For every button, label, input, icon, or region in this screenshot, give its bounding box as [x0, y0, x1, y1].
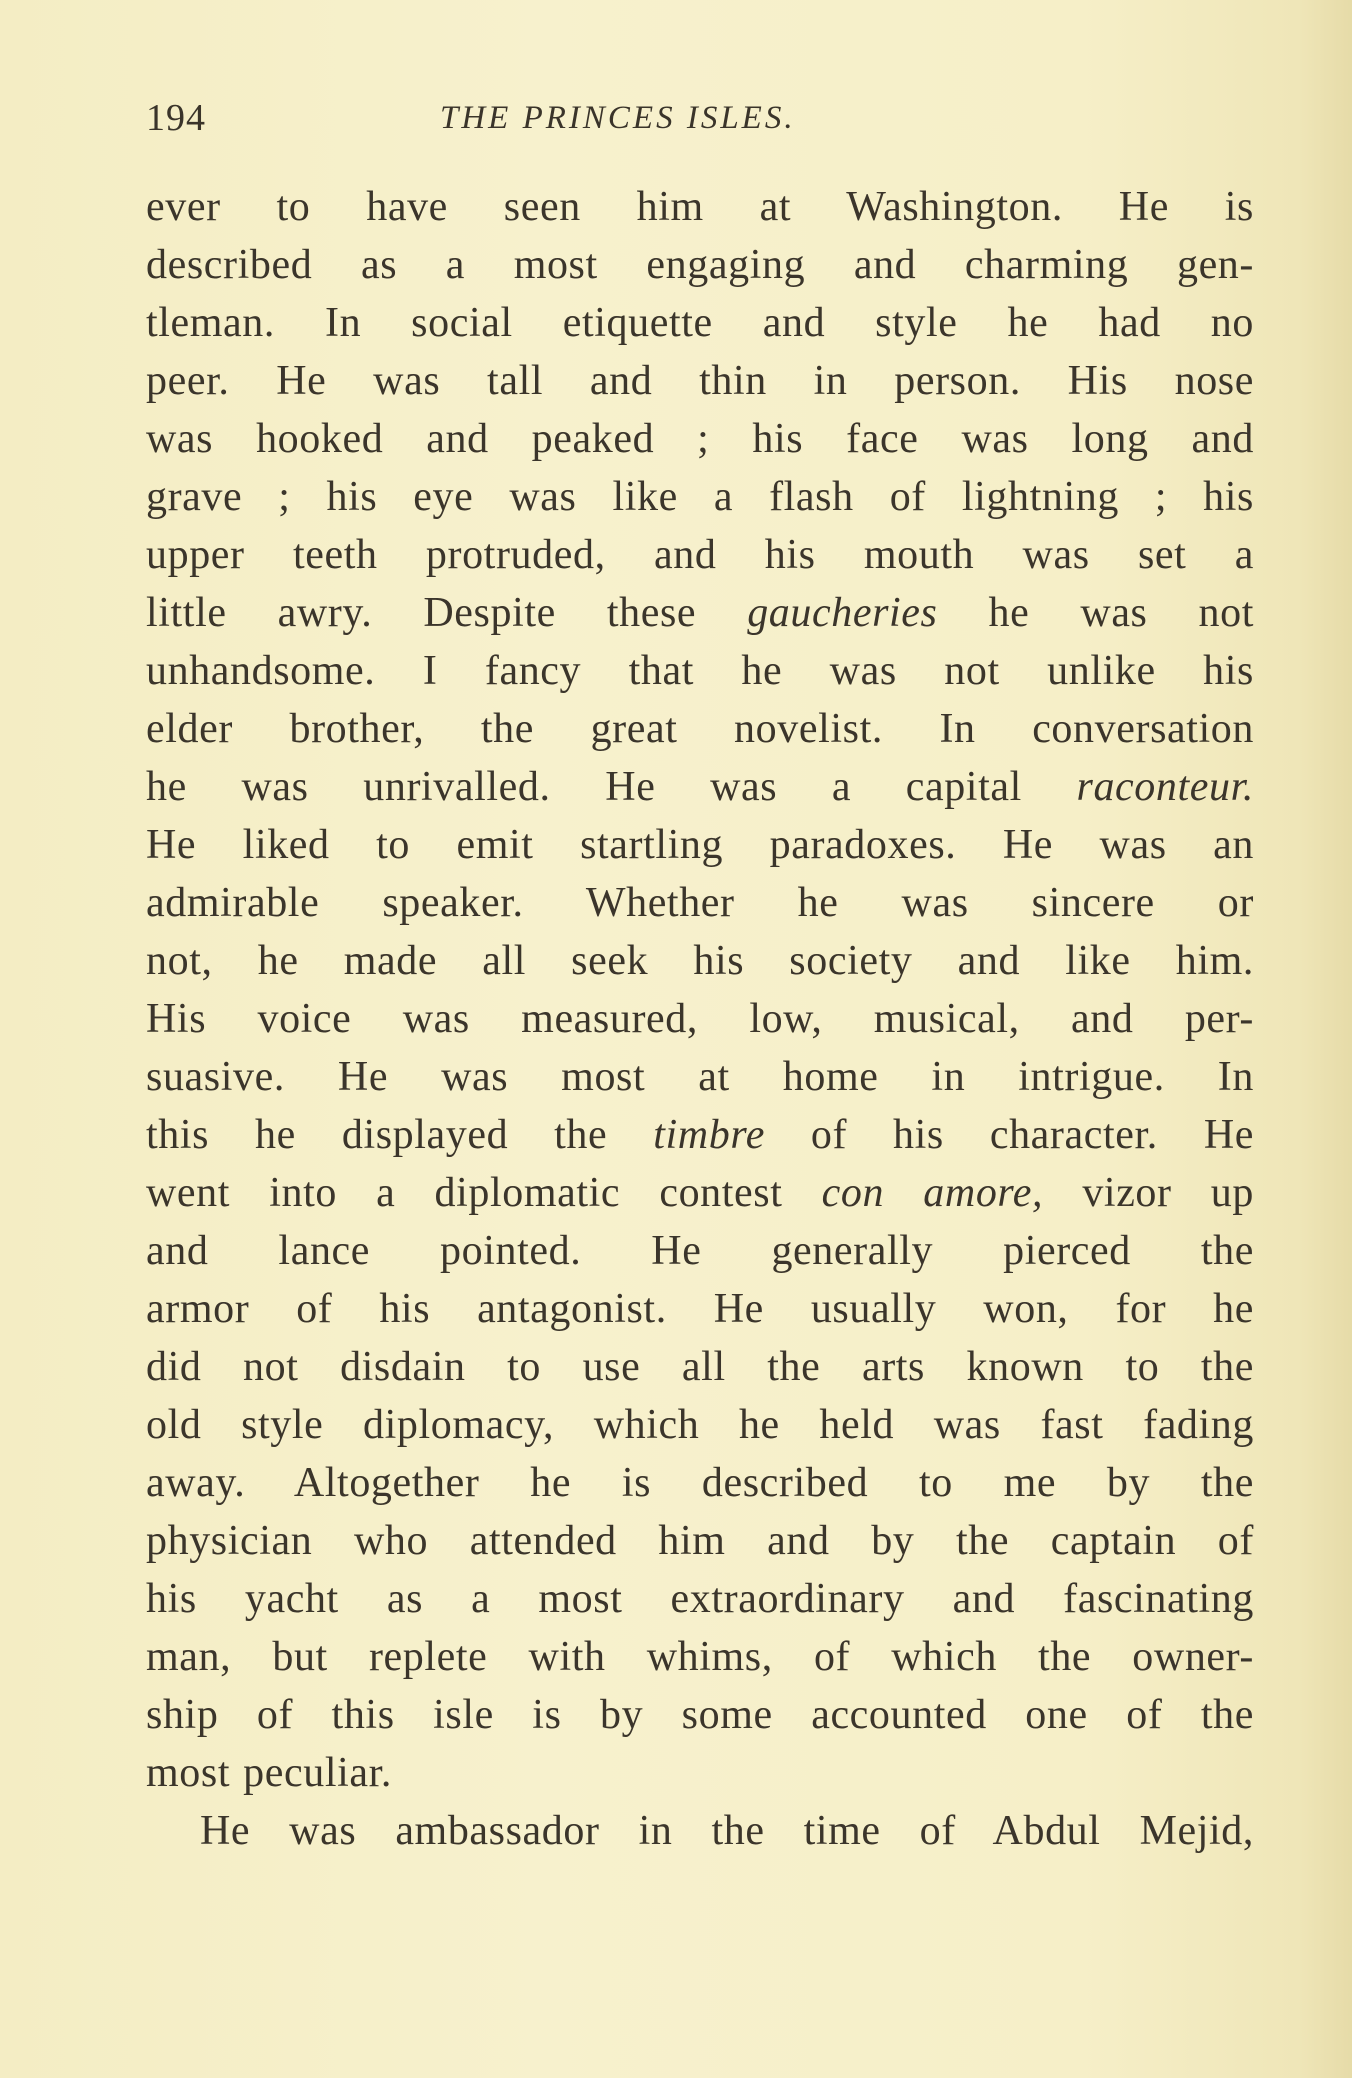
text-line: did not disdain to use all the arts known to the — [146, 1344, 1254, 1390]
text-line: ship of this isle is by some accounted one of the — [146, 1692, 1254, 1738]
text-line — [146, 1164, 1254, 1222]
text-line: upper teeth protruded, and his mouth was set a — [146, 532, 1254, 578]
text-line — [146, 758, 1254, 816]
text-line: armor of his antagonist. He usually won, for he — [146, 1286, 1254, 1332]
text-line: physician who attended him and by the captain of — [146, 1518, 1254, 1564]
text-line: his yacht as a most extraordinary and fascinating — [146, 1576, 1254, 1622]
text-run: this he displayed the — [146, 1112, 654, 1158]
text-line: and lance pointed. He generally pierced the — [146, 1228, 1254, 1274]
text-line: most peculiar. — [146, 1750, 393, 1796]
text-line — [146, 584, 1254, 642]
text-line: unhandsome. I fancy that he was not unlike his — [146, 648, 1254, 694]
text-line: elder brother, the great novelist. In conversation — [146, 706, 1254, 752]
text-line: grave ; his eye was like a flash of lightning ; his — [146, 474, 1254, 520]
text-run: vizor up — [1043, 1170, 1254, 1216]
text-line: He liked to emit startling paradoxes. He was an — [146, 822, 1254, 868]
text-line — [146, 1106, 1254, 1164]
text-line: tleman. In social etiquette and style he had no — [146, 300, 1254, 346]
body-text — [146, 178, 1254, 1860]
italic-phrase: gaucheries — [747, 590, 938, 636]
text-run: went into a diplomatic contest — [146, 1170, 822, 1216]
text-line: described as a most engaging and charming gen- — [146, 242, 1254, 288]
text-line: ever to have seen him at Washington. He is — [146, 184, 1254, 230]
text-line: not, he made all seek his society and like him. — [146, 938, 1254, 984]
text-run: he was not — [937, 590, 1254, 636]
text-line: peer. He was tall and thin in person. His nose — [146, 358, 1254, 404]
text-line: His voice was measured, low, musical, and per- — [146, 996, 1254, 1042]
running-head: THE PRINCES ISLES. — [440, 100, 796, 136]
text-line: man, but replete with whims, of which the owner- — [146, 1634, 1254, 1680]
text-run: he was unrivalled. He was a capital — [146, 764, 1077, 810]
italic-phrase: raconteur. — [1076, 764, 1254, 810]
text-line: suasive. He was most at home in intrigue. In — [146, 1054, 1254, 1100]
text-run: little awry. Despite these — [146, 590, 748, 636]
text-line: admirable speaker. Whether he was sincere or — [146, 880, 1254, 926]
text-line: away. Altogether he is described to me by the — [146, 1460, 1254, 1506]
text-line: was hooked and peaked ; his face was long and — [146, 416, 1254, 462]
italic-phrase: con amore, — [821, 1170, 1044, 1216]
text-line: old style diplomacy, which he held was fast fading — [146, 1402, 1254, 1448]
italic-phrase: timbre — [653, 1112, 765, 1158]
page-number: 194 — [146, 97, 206, 139]
text-line: He was ambassador in the time of Abdul Mejid, — [200, 1808, 1254, 1854]
text-run: of his character. He — [764, 1112, 1254, 1158]
